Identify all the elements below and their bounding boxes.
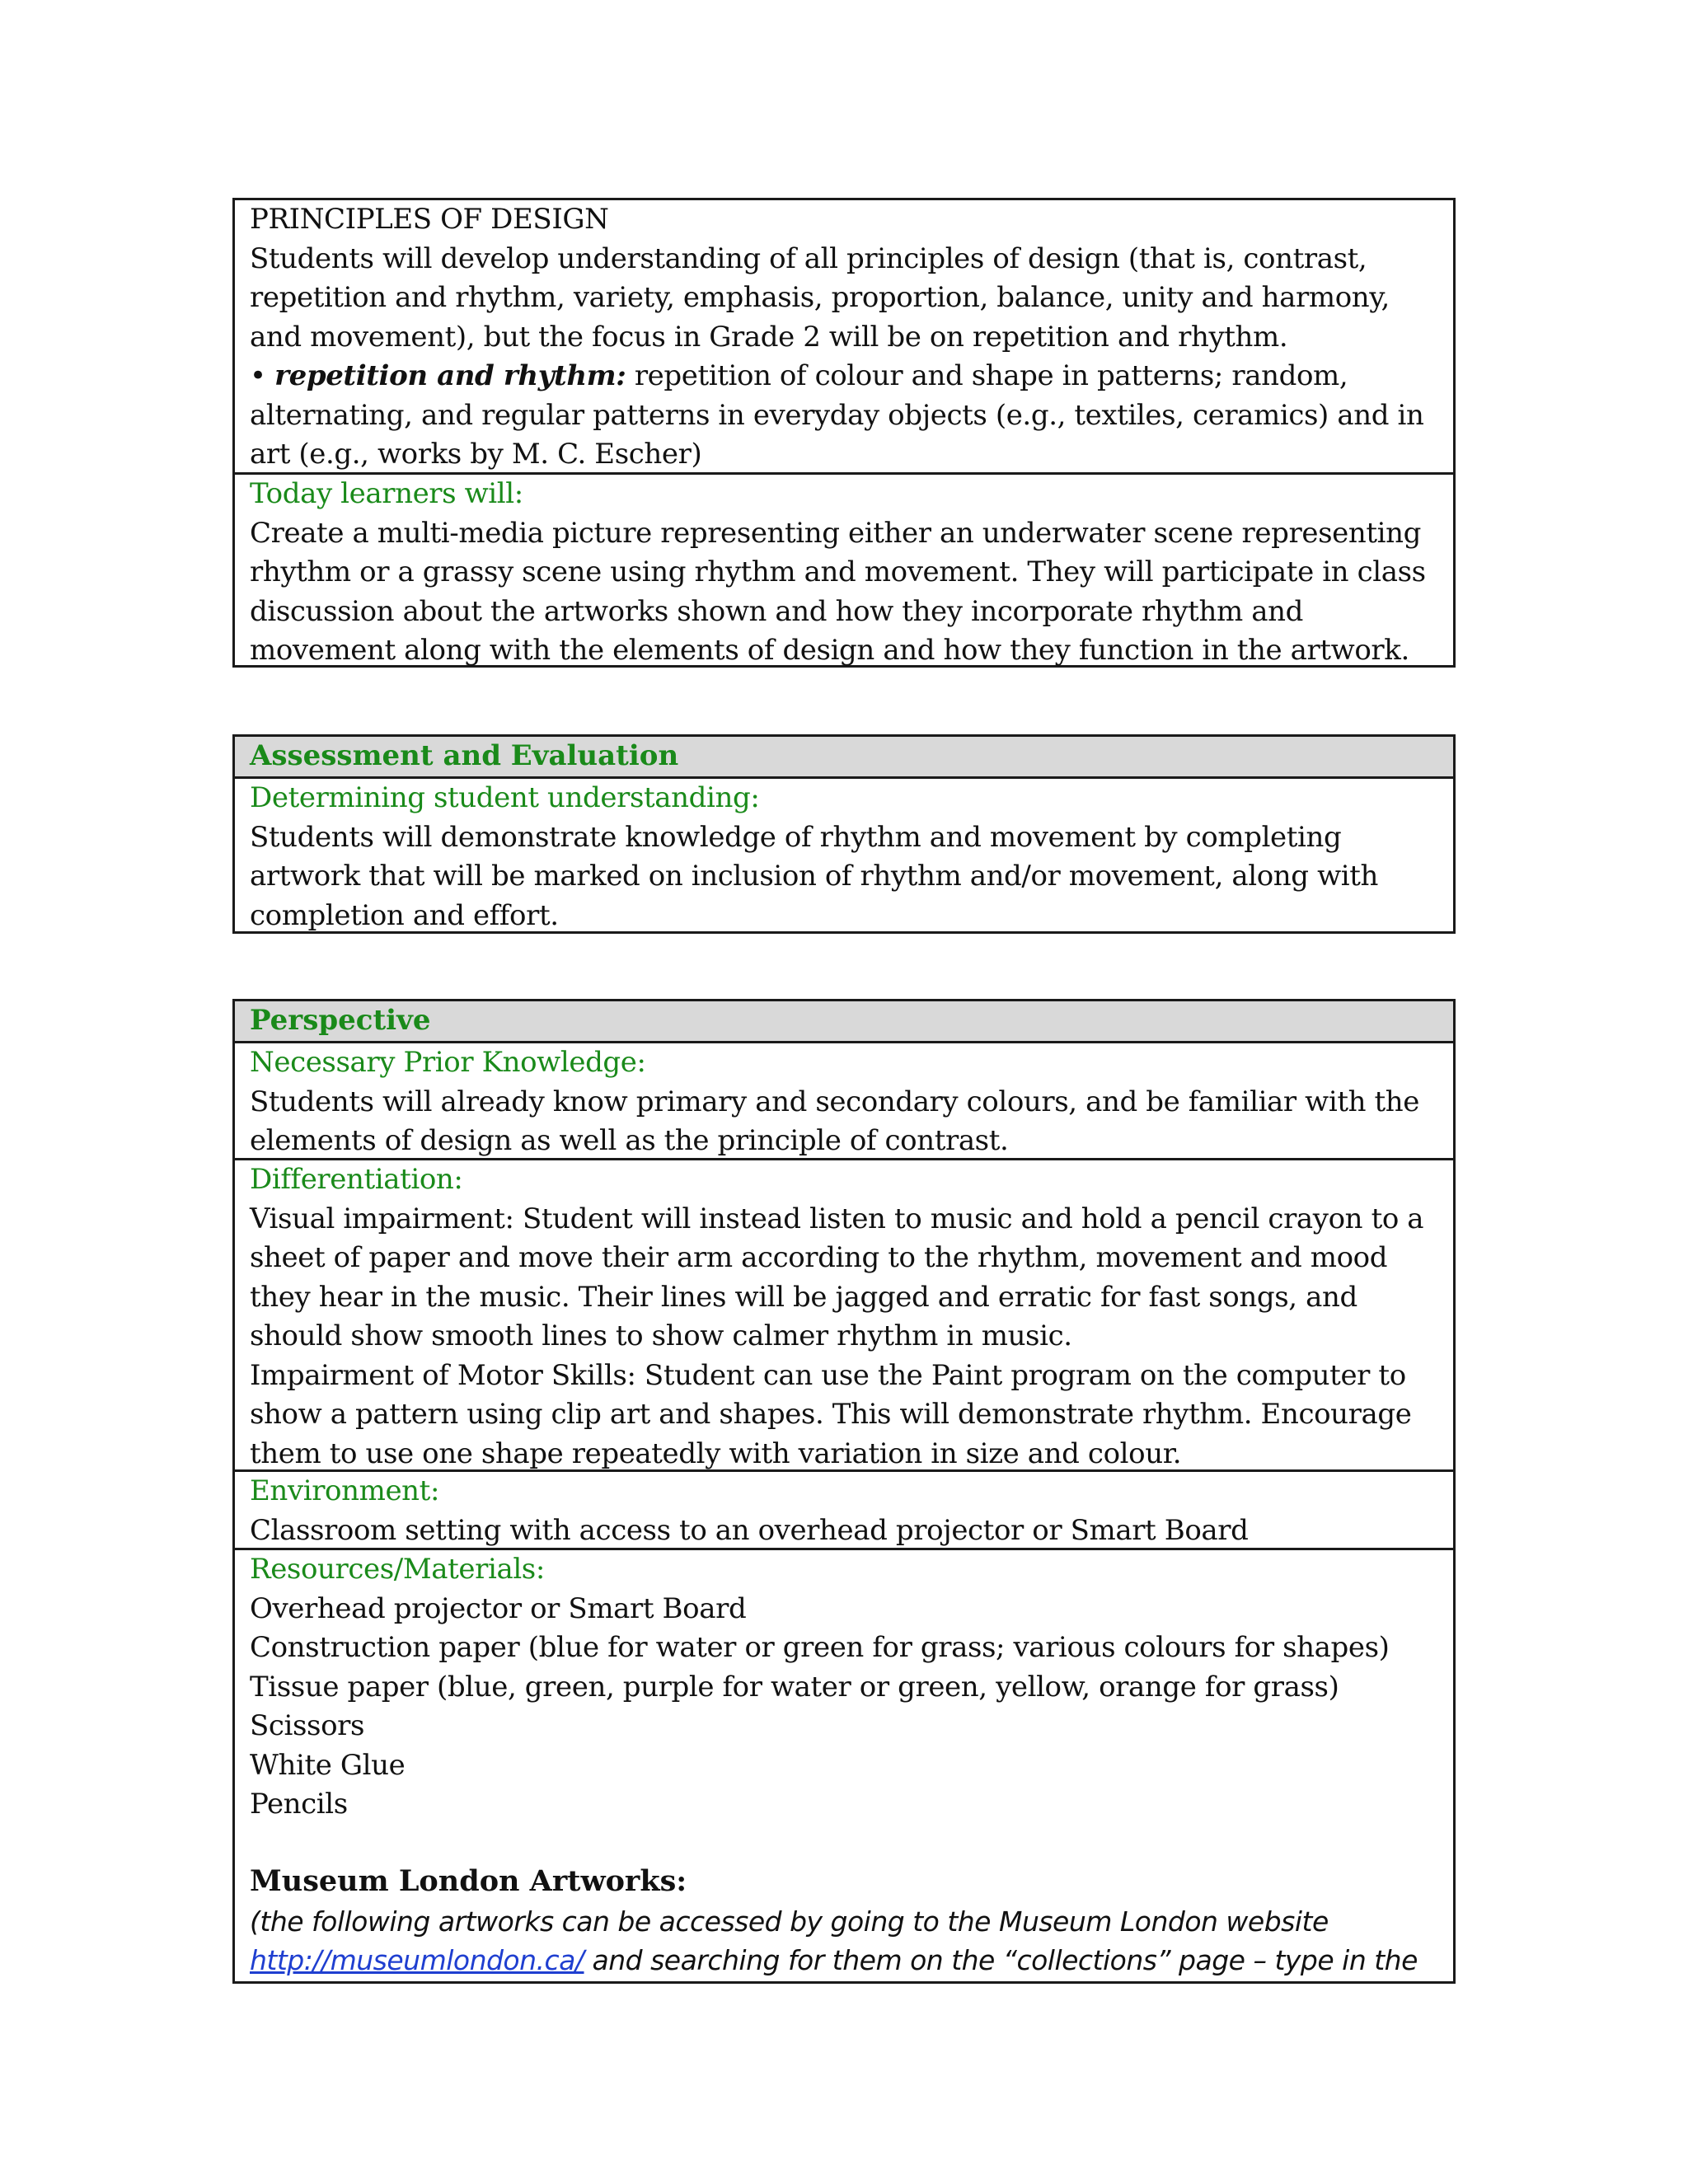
perspective-header: Perspective — [235, 1001, 1453, 1041]
differentiation-cell — [235, 1158, 1453, 1469]
differentiation-line: should show smooth lines to show calmer rhythm in music. — [250, 1319, 1072, 1352]
museum-note-rest: and searching for them on the “collections” page – type in the — [584, 1944, 1418, 1976]
resource-item: Construction paper (blue for water or green for grass; various colours for shapes) — [250, 1631, 1390, 1664]
differentiation-line: them to use one shape repeatedly with variation in size and colour. — [250, 1436, 1182, 1470]
resource-item: Tissue paper (blue, green, purple for water or green, yellow, orange for grass) — [250, 1670, 1339, 1704]
assessment-cell — [235, 776, 1453, 931]
principles-bullet-item — [250, 357, 1438, 396]
environment-label: Environment: — [250, 1474, 439, 1507]
principles-body-line: and movement), but the focus in Grade 2 will be on repetition and rhythm. — [250, 320, 1288, 354]
assessment-line: artwork that will be marked on inclusion of rhythm and/or movement, along with — [250, 860, 1379, 893]
differentiation-label: Differentiation: — [250, 1163, 463, 1196]
principles-cell — [235, 200, 1453, 472]
bullet-term: repetition and rhythm: — [274, 359, 626, 392]
museum-note-line: (the following artworks can be accessed by going to the Museum London website — [250, 1905, 1329, 1938]
differentiation-line: Visual impairment: Student will instead listen to music and hold a pencil crayon to a — [250, 1202, 1424, 1235]
prior-knowledge-line: Students will already know primary and secondary colours, and be familiar with the — [250, 1085, 1420, 1118]
museum-london-link[interactable]: http://museumlondon.ca/ — [250, 1944, 584, 1976]
principles-of-design-box — [232, 198, 1456, 668]
today-learners-line: movement along with the elements of design and how they function in the artwork. — [250, 634, 1409, 667]
blank-spacer — [250, 1825, 1438, 1861]
museum-note-line — [250, 1941, 1438, 1980]
today-learners-line: discussion about the artworks shown and how they incorporate rhythm and — [250, 594, 1303, 628]
prior-knowledge-cell — [235, 1041, 1453, 1158]
museum-artworks-title: Museum London Artworks: — [250, 1863, 687, 1898]
bullet-text: repetition of colour and shape in patterns; random, — [626, 359, 1348, 392]
assessment-label: Determining student understanding: — [250, 781, 760, 814]
differentiation-line: they hear in the music. Their lines will be jagged and erratic for fast songs, and — [250, 1280, 1357, 1314]
environment-line: Classroom setting with access to an overhead projector or Smart Board — [250, 1513, 1249, 1547]
prior-knowledge-line: elements of design as well as the principle of contrast. — [250, 1124, 1009, 1157]
today-learners-cell — [235, 472, 1453, 665]
resource-item: Scissors — [250, 1709, 365, 1742]
resources-cell — [235, 1548, 1453, 1981]
principles-body-line: Students will develop understanding of all principles of design (that is, contrast, — [250, 241, 1367, 275]
perspective-box — [232, 999, 1456, 1984]
assessment-line: completion and effort. — [250, 898, 559, 932]
today-learners-label: Today learners will: — [250, 477, 523, 510]
bullet-icon: • — [250, 359, 266, 392]
environment-cell — [235, 1469, 1453, 1548]
principles-bullet-line: art (e.g., works by M. C. Escher) — [250, 438, 702, 471]
principles-body-line: repetition and rhythm, variety, emphasis, proportion, balance, unity and harmony, — [250, 281, 1390, 314]
assessment-header: Assessment and Evaluation — [235, 737, 1453, 776]
resources-label: Resources/Materials: — [250, 1553, 545, 1586]
resource-item: Pencils — [250, 1788, 348, 1821]
principles-bullet-line: alternating, and regular patterns in everyday objects (e.g., textiles, ceramics) and in — [250, 398, 1424, 432]
today-learners-line: Create a multi-media picture representing either an underwater scene representing — [250, 516, 1421, 550]
principles-title: PRINCIPLES OF DESIGN — [250, 203, 609, 236]
today-learners-line: rhythm or a grassy scene using rhythm and movement. They will participate in class — [250, 555, 1426, 588]
differentiation-line: sheet of paper and move their arm according to the rhythm, movement and mood — [250, 1241, 1388, 1274]
assessment-box — [232, 734, 1456, 934]
resource-item: White Glue — [250, 1748, 406, 1782]
assessment-line: Students will demonstrate knowledge of rhythm and movement by completing — [250, 820, 1342, 854]
prior-knowledge-label: Necessary Prior Knowledge: — [250, 1046, 646, 1079]
resource-item: Overhead projector or Smart Board — [250, 1591, 747, 1625]
differentiation-line: Impairment of Motor Skills: Student can use the Paint program on the computer to — [250, 1358, 1406, 1392]
differentiation-line: show a pattern using clip art and shapes. This will demonstrate rhythm. Encourage — [250, 1398, 1412, 1431]
